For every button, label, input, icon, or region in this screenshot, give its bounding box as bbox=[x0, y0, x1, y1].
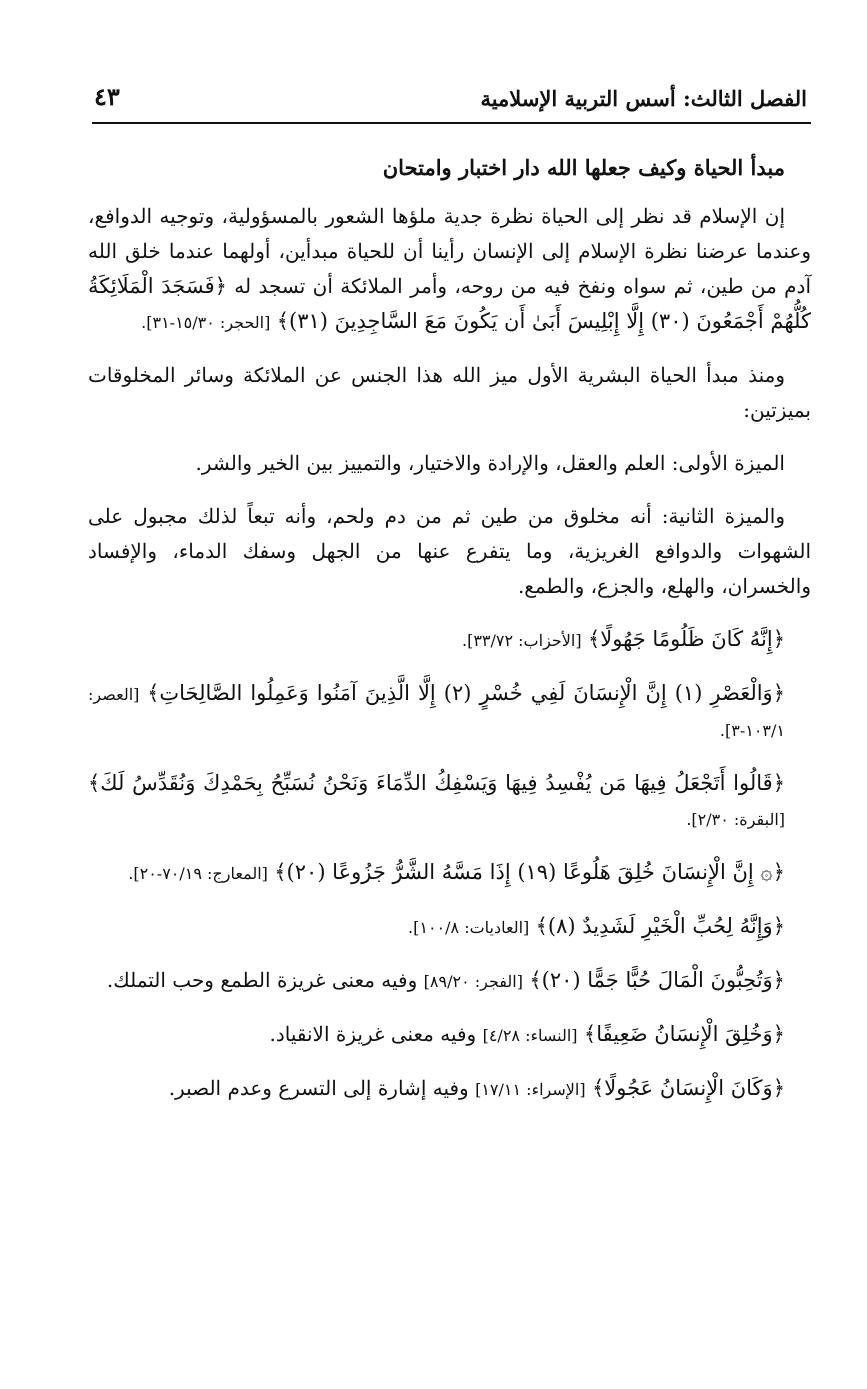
paragraph-feature-one: الميزة الأولى: العلم والعقل، والإرادة والاختيار، والتمييز بين الخير والشر. bbox=[195, 451, 785, 475]
verse-nisa bbox=[88, 1017, 811, 1053]
commentary-nisa: وفيه معنى غريزة الانقياد. bbox=[269, 1022, 477, 1046]
commentary-fajr: وفيه معنى غريزة الطمع وحب التملك. bbox=[106, 968, 418, 992]
page-number: ٤٣ bbox=[94, 82, 120, 111]
citation-adiyat: [العاديات: ١٠٠/٨]. bbox=[408, 918, 530, 937]
citation-isra: [الإسراء: ١٧/١١] bbox=[475, 1080, 586, 1099]
verse-isra bbox=[88, 1071, 811, 1107]
paragraph-intro-text: إن الإسلام قد نظر إلى الحياة نظرة جدية ملؤها الشعور بالمسؤولية، وتوجيه الدوافع، وعندما عرضنا نظرة الإسلام إلى الإنسان رأينا أن للحياة مبدأين، أولهما عندما خلق الله آدم من طين، ثم سواه ونفخ فيه من روحه، وأمر الملائكة أن تسجد له bbox=[88, 204, 812, 298]
page-content bbox=[88, 150, 811, 1125]
section-heading: مبدأ الحياة وكيف جعلها الله دار اختبار وامتحان bbox=[382, 155, 785, 180]
citation-maarij: [المعارج: ٧٠/١٩-٢٠]. bbox=[128, 864, 268, 883]
verse-fajr bbox=[88, 963, 811, 999]
verse-adiyat bbox=[88, 909, 811, 945]
commentary-isra: وفيه إشارة إلى التسرع وعدم الصبر. bbox=[168, 1076, 469, 1100]
quran-verse-baqara: ﴿قَالُوا أَتَجْعَلُ فِيهَا مَن يُفْسِدُ فِيهَا وَيَسْفِكُ الدِّمَاءَ وَنَحْنُ نُسَبِّحُ بِحَمْدِكَ وَنُقَدِّسُ لَكَ﴾ bbox=[88, 771, 785, 795]
quran-verse-asr: ﴿وَالْعَصْرِ (١) إِنَّ الْإِنسَانَ لَفِي خُسْرٍ (٢) إِلَّا الَّذِينَ آمَنُوا وَعَمِلُوا الصَّالِحَاتِ﴾ bbox=[147, 681, 786, 705]
paragraph-feature-two: والميزة الثانية: أنه مخلوق من طين ثم من دم ولحم، وأنه تبعاً لذلك مجبول على الشهوات والدوافع الغريزية، وما يتفرع عنها من الجهل وسفك الدماء، والإفساد والخسران، والهلع، والجزع، والطمع. bbox=[88, 504, 811, 598]
citation-fajr: [الفجر: ٨٩/٢٠] bbox=[423, 972, 523, 991]
citation-ahzab: [الأحزاب: ٣٣/٧٢]. bbox=[461, 631, 582, 650]
quran-verse-ahzab: ﴿إِنَّهُ كَانَ ظَلُومًا جَهُولًا﴾ bbox=[587, 627, 785, 651]
quran-verse-isra: ﴿وَكَانَ الْإِنسَانُ عَجُولًا﴾ bbox=[591, 1076, 785, 1100]
running-title: الفصل الثالث: أسس التربية الإسلامية bbox=[480, 86, 807, 111]
citation-baqara: [البقرة: ٢/٣٠]. bbox=[686, 810, 785, 829]
verse-asr bbox=[88, 676, 811, 748]
quran-verse-nisa: ﴿وَخُلِقَ الْإِنسَانُ ضَعِيفًا﴾ bbox=[583, 1022, 785, 1046]
verse-maarij bbox=[88, 855, 811, 891]
quran-verse-adiyat: ﴿وَإِنَّهُ لِحُبِّ الْخَيْرِ لَشَدِيدٌ (٨)﴾ bbox=[535, 914, 785, 938]
quran-verse-maarij: ﴿۞ إِنَّ الْإِنسَانَ خُلِقَ هَلُوعًا (١٩) إِذَا مَسَّهُ الشَّرُّ جَزُوعًا (٢٠)﴾ bbox=[274, 860, 785, 884]
verse-ahzab bbox=[88, 622, 811, 658]
page-header bbox=[92, 80, 811, 124]
paragraph-two-features: ومنذ مبدأ الحياة البشرية الأول ميز الله هذا الجنس عن الملائكة وسائر المخلوقات بميزتين: bbox=[88, 363, 811, 422]
quran-verse-hijr: ﴿فَسَجَدَ الْمَلَائِكَةُ كُلُّهُمْ أَجْمَعُونَ (٣٠) إِلَّا إِبْلِيسَ أَبَىٰ أَن يَكُونَ مَعَ السَّاجِدِينَ (٣١)﴾ bbox=[88, 274, 811, 333]
citation-hijr: [الحجر: ١٥/٣٠-٣١]. bbox=[141, 313, 271, 332]
citation-asr: [العصر: ١٠٣/١-٣]. bbox=[88, 685, 785, 740]
quran-verse-fajr: ﴿وَتُحِبُّونَ الْمَالَ حُبًّا جَمًّا (٢٠)﴾ bbox=[529, 968, 785, 992]
paragraph-intro bbox=[88, 199, 811, 340]
citation-nisa: [النساء: ٤/٢٨] bbox=[482, 1026, 578, 1045]
verse-baqara bbox=[88, 766, 811, 837]
